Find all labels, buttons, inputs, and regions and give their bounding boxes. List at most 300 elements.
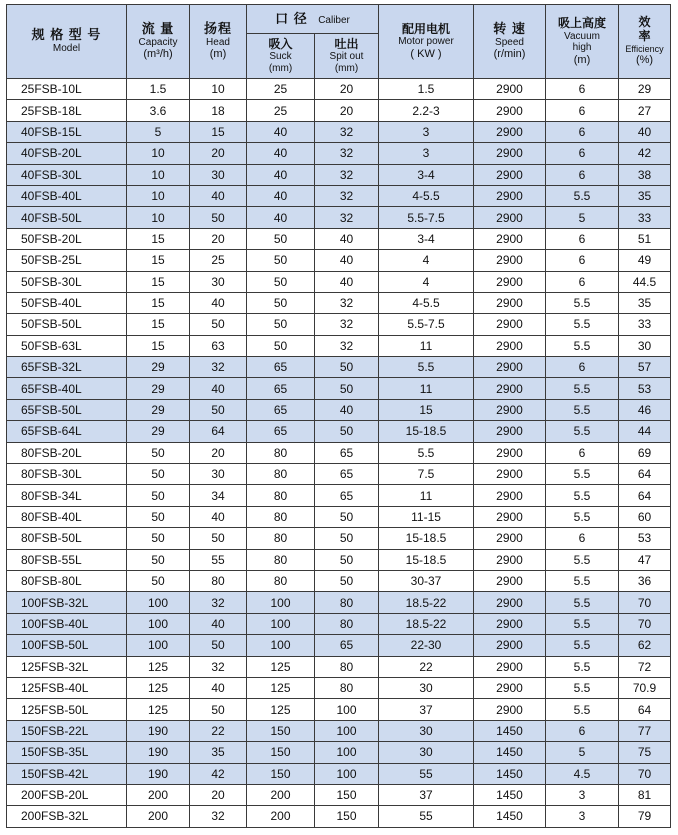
cell-efficiency: 35 — [619, 292, 671, 313]
cell-head: 15 — [190, 121, 247, 142]
cell-suck: 80 — [247, 442, 315, 463]
cell-motor-power: 55 — [379, 806, 474, 827]
cell-efficiency: 64 — [619, 485, 671, 506]
header-capacity-en: Capacity — [138, 36, 178, 48]
cell-capacity: 200 — [127, 784, 190, 805]
cell-head: 30 — [190, 164, 247, 185]
cell-head: 32 — [190, 357, 247, 378]
cell-model: 80FSB-34L — [7, 485, 127, 506]
header-eff-cn2: 率 — [638, 29, 651, 43]
cell-capacity: 100 — [127, 635, 190, 656]
cell-speed: 2900 — [474, 421, 546, 442]
cell-suck: 100 — [247, 592, 315, 613]
cell-head: 18 — [190, 100, 247, 121]
cell-vacuum-high: 5 — [546, 742, 619, 763]
cell-head: 50 — [190, 314, 247, 335]
cell-speed: 2900 — [474, 699, 546, 720]
cell-vacuum-high: 6 — [546, 250, 619, 271]
cell-speed: 2900 — [474, 528, 546, 549]
cell-speed: 2900 — [474, 656, 546, 677]
cell-spit: 100 — [315, 720, 379, 741]
table-row — [7, 335, 671, 356]
cell-efficiency: 53 — [619, 528, 671, 549]
cell-spit: 150 — [315, 784, 379, 805]
cell-vacuum-high: 5 — [546, 207, 619, 228]
header-vacuum-cn: 吸上高度 — [558, 15, 607, 30]
cell-vacuum-high: 5.5 — [546, 570, 619, 591]
cell-efficiency: 35 — [619, 185, 671, 206]
cell-motor-power: 3-4 — [379, 164, 474, 185]
cell-capacity: 1.5 — [127, 79, 190, 100]
cell-spit: 32 — [315, 314, 379, 335]
cell-vacuum-high: 6 — [546, 528, 619, 549]
cell-motor-power: 11-15 — [379, 506, 474, 527]
cell-spit: 40 — [315, 228, 379, 249]
cell-model: 40FSB-30L — [7, 164, 127, 185]
cell-model: 80FSB-50L — [7, 528, 127, 549]
cell-spit: 65 — [315, 635, 379, 656]
cell-model: 80FSB-30L — [7, 464, 127, 485]
cell-model: 150FSB-22L — [7, 720, 127, 741]
cell-capacity: 200 — [127, 806, 190, 827]
cell-motor-power: 2.2-3 — [379, 100, 474, 121]
cell-head: 40 — [190, 292, 247, 313]
cell-speed: 2900 — [474, 79, 546, 100]
cell-efficiency: 62 — [619, 635, 671, 656]
cell-speed: 1450 — [474, 784, 546, 805]
table-row — [7, 720, 671, 741]
cell-head: 30 — [190, 271, 247, 292]
cell-model: 65FSB-64L — [7, 421, 127, 442]
cell-suck: 125 — [247, 677, 315, 698]
table-row — [7, 207, 671, 228]
cell-suck: 40 — [247, 121, 315, 142]
cell-efficiency: 72 — [619, 656, 671, 677]
cell-motor-power: 3-4 — [379, 228, 474, 249]
cell-head: 40 — [190, 185, 247, 206]
cell-motor-power: 30 — [379, 720, 474, 741]
header-efficiency — [619, 5, 671, 79]
cell-vacuum-high: 5.5 — [546, 592, 619, 613]
cell-capacity: 29 — [127, 421, 190, 442]
cell-spit: 50 — [315, 528, 379, 549]
header-spit — [315, 34, 379, 79]
table-row — [7, 79, 671, 100]
cell-motor-power: 3 — [379, 121, 474, 142]
cell-suck: 65 — [247, 357, 315, 378]
cell-speed: 2900 — [474, 442, 546, 463]
cell-model: 40FSB-40L — [7, 185, 127, 206]
cell-speed: 2900 — [474, 271, 546, 292]
header-suck — [247, 34, 315, 79]
cell-efficiency: 44.5 — [619, 271, 671, 292]
cell-capacity: 15 — [127, 292, 190, 313]
cell-suck: 25 — [247, 79, 315, 100]
cell-spit: 32 — [315, 143, 379, 164]
cell-suck: 80 — [247, 549, 315, 570]
header-speed-unit: (r/min) — [493, 48, 526, 61]
cell-spit: 40 — [315, 250, 379, 271]
cell-model: 100FSB-40L — [7, 613, 127, 634]
cell-vacuum-high: 5.5 — [546, 485, 619, 506]
cell-suck: 100 — [247, 635, 315, 656]
table-row — [7, 100, 671, 121]
cell-model: 65FSB-50L — [7, 399, 127, 420]
cell-capacity: 10 — [127, 164, 190, 185]
header-spit-cn: 吐出 — [334, 36, 359, 51]
table-row — [7, 485, 671, 506]
cell-vacuum-high: 5.5 — [546, 635, 619, 656]
cell-model: 200FSB-32L — [7, 806, 127, 827]
cell-speed: 1450 — [474, 720, 546, 741]
header-head-unit: (m) — [209, 48, 227, 61]
header-suck-cn: 吸入 — [268, 36, 293, 51]
cell-vacuum-high: 5.5 — [546, 292, 619, 313]
cell-capacity: 125 — [127, 656, 190, 677]
cell-model: 25FSB-18L — [7, 100, 127, 121]
cell-efficiency: 47 — [619, 549, 671, 570]
cell-motor-power: 15-18.5 — [379, 528, 474, 549]
table-row — [7, 250, 671, 271]
table-row — [7, 185, 671, 206]
table-row — [7, 292, 671, 313]
cell-spit: 80 — [315, 613, 379, 634]
cell-spit: 50 — [315, 506, 379, 527]
cell-speed: 2900 — [474, 399, 546, 420]
cell-model: 80FSB-40L — [7, 506, 127, 527]
cell-motor-power: 15 — [379, 399, 474, 420]
cell-vacuum-high: 6 — [546, 442, 619, 463]
cell-vacuum-high: 5.5 — [546, 335, 619, 356]
table-row — [7, 399, 671, 420]
cell-spit: 20 — [315, 79, 379, 100]
cell-capacity: 29 — [127, 378, 190, 399]
header-model-cn: 规 格 型 号 — [31, 27, 102, 43]
cell-suck: 150 — [247, 763, 315, 784]
cell-model: 80FSB-80L — [7, 570, 127, 591]
cell-model: 125FSB-40L — [7, 677, 127, 698]
cell-efficiency: 29 — [619, 79, 671, 100]
cell-efficiency: 51 — [619, 228, 671, 249]
cell-vacuum-high: 5.5 — [546, 613, 619, 634]
table-row — [7, 763, 671, 784]
cell-head: 20 — [190, 143, 247, 164]
cell-capacity: 5 — [127, 121, 190, 142]
cell-model: 40FSB-50L — [7, 207, 127, 228]
cell-speed: 2900 — [474, 228, 546, 249]
cell-capacity: 190 — [127, 720, 190, 741]
cell-motor-power: 3 — [379, 143, 474, 164]
cell-vacuum-high: 6 — [546, 79, 619, 100]
cell-motor-power: 11 — [379, 485, 474, 506]
cell-spit: 100 — [315, 742, 379, 763]
cell-motor-power: 5.5-7.5 — [379, 314, 474, 335]
header-head-cn: 扬程 — [203, 20, 232, 36]
cell-efficiency: 81 — [619, 784, 671, 805]
cell-speed: 2900 — [474, 506, 546, 527]
cell-motor-power: 37 — [379, 784, 474, 805]
cell-model: 80FSB-20L — [7, 442, 127, 463]
cell-motor-power: 11 — [379, 335, 474, 356]
cell-head: 34 — [190, 485, 247, 506]
cell-vacuum-high: 5.5 — [546, 378, 619, 399]
cell-model: 150FSB-42L — [7, 763, 127, 784]
header-spit-en: Spit out — [329, 51, 364, 63]
cell-suck: 50 — [247, 271, 315, 292]
cell-head: 20 — [190, 784, 247, 805]
cell-motor-power: 5.5-7.5 — [379, 207, 474, 228]
cell-model: 125FSB-32L — [7, 656, 127, 677]
cell-head: 20 — [190, 442, 247, 463]
cell-head: 25 — [190, 250, 247, 271]
cell-vacuum-high: 5.5 — [546, 549, 619, 570]
header-caliber-en: Caliber — [318, 14, 350, 26]
cell-model: 125FSB-50L — [7, 699, 127, 720]
cell-head: 32 — [190, 592, 247, 613]
cell-motor-power: 37 — [379, 699, 474, 720]
header-vacuum-en1: Vacuum — [564, 30, 600, 42]
cell-spit: 40 — [315, 399, 379, 420]
cell-model: 50FSB-40L — [7, 292, 127, 313]
cell-spit: 65 — [315, 485, 379, 506]
cell-vacuum-high: 4.5 — [546, 763, 619, 784]
cell-head: 10 — [190, 79, 247, 100]
cell-capacity: 50 — [127, 506, 190, 527]
cell-suck: 80 — [247, 506, 315, 527]
cell-model: 50FSB-20L — [7, 228, 127, 249]
cell-speed: 2900 — [474, 485, 546, 506]
cell-vacuum-high: 6 — [546, 121, 619, 142]
cell-vacuum-high: 5.5 — [546, 677, 619, 698]
cell-suck: 40 — [247, 207, 315, 228]
cell-vacuum-high: 5.5 — [546, 399, 619, 420]
table-row — [7, 570, 671, 591]
cell-head: 20 — [190, 228, 247, 249]
cell-vacuum-high: 6 — [546, 228, 619, 249]
cell-head: 40 — [190, 613, 247, 634]
cell-speed: 2900 — [474, 635, 546, 656]
cell-motor-power: 30 — [379, 677, 474, 698]
cell-motor-power: 4-5.5 — [379, 292, 474, 313]
cell-speed: 2900 — [474, 464, 546, 485]
cell-vacuum-high: 6 — [546, 100, 619, 121]
cell-capacity: 125 — [127, 677, 190, 698]
cell-vacuum-high: 5.5 — [546, 421, 619, 442]
cell-efficiency: 79 — [619, 806, 671, 827]
cell-head: 22 — [190, 720, 247, 741]
cell-suck: 50 — [247, 292, 315, 313]
cell-head: 40 — [190, 506, 247, 527]
cell-model: 80FSB-55L — [7, 549, 127, 570]
table-row — [7, 357, 671, 378]
cell-capacity: 190 — [127, 763, 190, 784]
cell-vacuum-high: 3 — [546, 806, 619, 827]
cell-head: 50 — [190, 635, 247, 656]
cell-capacity: 50 — [127, 464, 190, 485]
cell-suck: 40 — [247, 143, 315, 164]
cell-vacuum-high: 5.5 — [546, 656, 619, 677]
table-row — [7, 635, 671, 656]
table-row — [7, 228, 671, 249]
cell-efficiency: 30 — [619, 335, 671, 356]
cell-motor-power: 4 — [379, 250, 474, 271]
cell-speed: 2900 — [474, 185, 546, 206]
header-motor-cn: 配用电机 — [402, 21, 451, 36]
header-model-en: Model — [52, 43, 81, 55]
cell-efficiency: 33 — [619, 314, 671, 335]
cell-model: 150FSB-35L — [7, 742, 127, 763]
cell-vacuum-high: 6 — [546, 164, 619, 185]
table-row — [7, 442, 671, 463]
header-head-en: Head — [206, 36, 230, 48]
cell-motor-power: 11 — [379, 378, 474, 399]
table-row — [7, 421, 671, 442]
table-row — [7, 121, 671, 142]
table-row — [7, 677, 671, 698]
cell-suck: 150 — [247, 720, 315, 741]
cell-spit: 32 — [315, 121, 379, 142]
cell-head: 42 — [190, 763, 247, 784]
cell-suck: 50 — [247, 314, 315, 335]
cell-vacuum-high: 5.5 — [546, 506, 619, 527]
cell-model: 50FSB-30L — [7, 271, 127, 292]
header-capacity — [127, 5, 190, 79]
cell-spit: 80 — [315, 656, 379, 677]
cell-motor-power: 30-37 — [379, 570, 474, 591]
cell-spit: 65 — [315, 442, 379, 463]
cell-suck: 50 — [247, 228, 315, 249]
table-row — [7, 806, 671, 827]
cell-speed: 2900 — [474, 613, 546, 634]
cell-efficiency: 53 — [619, 378, 671, 399]
cell-suck: 80 — [247, 485, 315, 506]
cell-suck: 65 — [247, 399, 315, 420]
cell-model: 40FSB-20L — [7, 143, 127, 164]
cell-speed: 2900 — [474, 100, 546, 121]
cell-motor-power: 22 — [379, 656, 474, 677]
cell-efficiency: 33 — [619, 207, 671, 228]
cell-spit: 150 — [315, 806, 379, 827]
cell-model: 50FSB-25L — [7, 250, 127, 271]
cell-model: 100FSB-32L — [7, 592, 127, 613]
table-row — [7, 506, 671, 527]
cell-head: 50 — [190, 699, 247, 720]
table-row — [7, 164, 671, 185]
header-capacity-cn: 流 量 — [141, 20, 175, 36]
cell-speed: 1450 — [474, 763, 546, 784]
cell-motor-power: 18.5-22 — [379, 592, 474, 613]
cell-motor-power: 5.5 — [379, 442, 474, 463]
cell-model: 50FSB-63L — [7, 335, 127, 356]
cell-efficiency: 36 — [619, 570, 671, 591]
header-eff-unit: (%) — [635, 54, 654, 67]
header-eff-en: Efficiency — [625, 43, 664, 54]
cell-spit: 100 — [315, 699, 379, 720]
table-row — [7, 592, 671, 613]
cell-speed: 1450 — [474, 806, 546, 827]
cell-speed: 2900 — [474, 121, 546, 142]
cell-head: 32 — [190, 806, 247, 827]
cell-efficiency: 44 — [619, 421, 671, 442]
header-motor — [379, 5, 474, 79]
cell-capacity: 15 — [127, 335, 190, 356]
cell-suck: 40 — [247, 164, 315, 185]
cell-motor-power: 55 — [379, 763, 474, 784]
cell-spit: 50 — [315, 549, 379, 570]
header-motor-en: Motor power — [398, 36, 454, 48]
header-vacuum-en2: high — [572, 42, 592, 54]
cell-motor-power: 15-18.5 — [379, 421, 474, 442]
cell-head: 50 — [190, 399, 247, 420]
cell-vacuum-high: 5.5 — [546, 185, 619, 206]
cell-speed: 2900 — [474, 164, 546, 185]
table-row — [7, 314, 671, 335]
cell-speed: 2900 — [474, 677, 546, 698]
cell-speed: 2900 — [474, 570, 546, 591]
cell-capacity: 125 — [127, 699, 190, 720]
cell-capacity: 10 — [127, 143, 190, 164]
header-model — [7, 5, 127, 79]
header-head — [190, 5, 247, 79]
cell-suck: 125 — [247, 656, 315, 677]
cell-efficiency: 49 — [619, 250, 671, 271]
cell-spit: 50 — [315, 421, 379, 442]
cell-efficiency: 27 — [619, 100, 671, 121]
cell-speed: 2900 — [474, 549, 546, 570]
cell-efficiency: 40 — [619, 121, 671, 142]
cell-vacuum-high: 5.5 — [546, 464, 619, 485]
cell-capacity: 190 — [127, 742, 190, 763]
cell-vacuum-high: 3 — [546, 784, 619, 805]
header-speed — [474, 5, 546, 79]
cell-capacity: 29 — [127, 399, 190, 420]
cell-vacuum-high: 6 — [546, 357, 619, 378]
cell-suck: 80 — [247, 464, 315, 485]
cell-motor-power: 15-18.5 — [379, 549, 474, 570]
header-caliber-cn: 口 径 — [275, 10, 308, 26]
cell-suck: 200 — [247, 806, 315, 827]
cell-capacity: 15 — [127, 250, 190, 271]
cell-suck: 150 — [247, 742, 315, 763]
cell-speed: 2900 — [474, 378, 546, 399]
cell-suck: 65 — [247, 378, 315, 399]
cell-efficiency: 57 — [619, 357, 671, 378]
cell-capacity: 50 — [127, 549, 190, 570]
cell-efficiency: 69 — [619, 442, 671, 463]
cell-head: 40 — [190, 677, 247, 698]
cell-head: 40 — [190, 378, 247, 399]
header-capacity-unit: (m³/h) — [143, 48, 173, 61]
cell-model: 50FSB-50L — [7, 314, 127, 335]
cell-capacity: 3.6 — [127, 100, 190, 121]
header-speed-en: Speed — [495, 36, 524, 48]
cell-vacuum-high: 6 — [546, 720, 619, 741]
cell-capacity: 50 — [127, 570, 190, 591]
cell-suck: 200 — [247, 784, 315, 805]
cell-model: 25FSB-10L — [7, 79, 127, 100]
cell-speed: 2900 — [474, 292, 546, 313]
cell-spit: 65 — [315, 464, 379, 485]
header-eff-cn1: 效 — [638, 15, 651, 30]
cell-model: 40FSB-15L — [7, 121, 127, 142]
cell-model: 65FSB-32L — [7, 357, 127, 378]
cell-capacity: 50 — [127, 485, 190, 506]
cell-efficiency: 70.9 — [619, 677, 671, 698]
cell-suck: 80 — [247, 528, 315, 549]
header-spit-unit: (mm) — [334, 62, 359, 74]
cell-head: 80 — [190, 570, 247, 591]
table-row — [7, 378, 671, 399]
